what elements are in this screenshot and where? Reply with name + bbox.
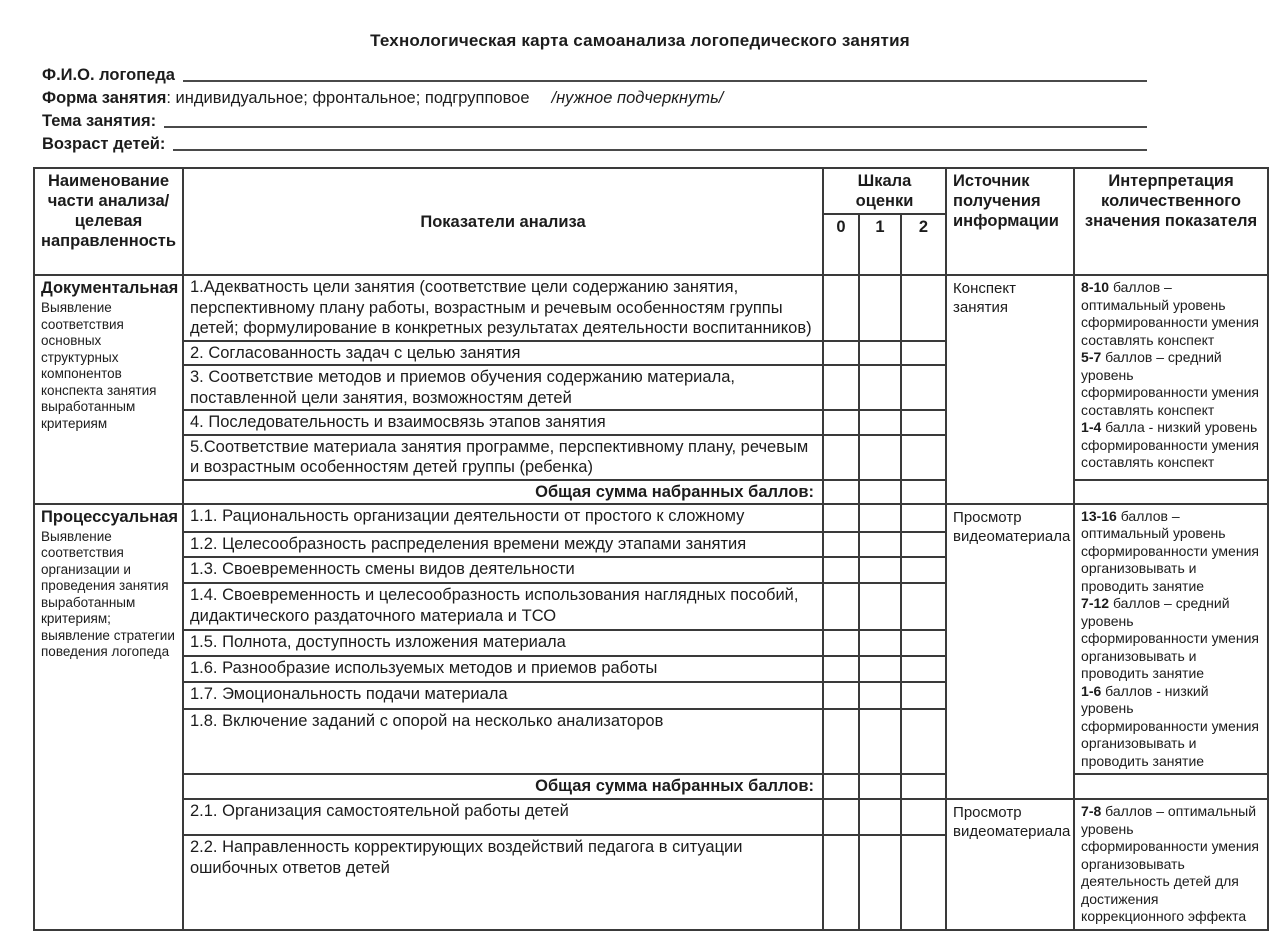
indicator-cell: 1.6. Разнообразие используемых методов и приемов работы: [183, 656, 823, 682]
score-cell: [901, 682, 946, 709]
indicator-cell: 3. Соответствие методов и приемов обучения содержанию материала, поставленной цели занятия, возможностям детей: [183, 365, 823, 410]
section-description: Выявление соответствия основных структурных компонентов конспекта занятия выработанным критериям: [41, 300, 157, 431]
indicator-cell: 1.7. Эмоциональность подачи материала: [183, 682, 823, 709]
topic-line: [42, 108, 1147, 131]
score-cell: [823, 682, 859, 709]
interpretation-text: балла - низкий уровень сформированности умения составлять конспект: [1081, 419, 1259, 470]
score-cell: [859, 410, 901, 435]
interpretation-level: [1081, 419, 1263, 472]
score-cell: [901, 557, 946, 583]
score-cell: [859, 341, 901, 366]
indicator-cell: 2.1. Организация самостоятельной работы детей: [183, 799, 823, 835]
score-cell: [823, 410, 859, 435]
form-label: Форма занятия: [42, 89, 167, 107]
interpretation-range: 1-6: [1081, 682, 1102, 699]
section-description: Выявление соответствия организации и проведения занятия выработанным критериям; выявление стратегии поведения логопеда: [41, 528, 175, 659]
score-cell: [859, 709, 901, 774]
indicator-cell: 1.5. Полнота, доступность изложения материала: [183, 630, 823, 656]
interpretation-range: 13-16: [1081, 507, 1117, 524]
interpretation-text: баллов – оптимальный уровень сформированности умения организовывать и проводить занятие: [1081, 507, 1259, 594]
interpretation-level: [1081, 279, 1263, 349]
indicator-cell: 4. Последовательность и взаимосвязь этапов занятия: [183, 410, 823, 435]
score-cell: [823, 435, 859, 480]
interpretation-empty-cell: [1074, 774, 1268, 799]
score-cell: [823, 341, 859, 366]
score-cell: [823, 365, 859, 410]
interpretation-level: [1081, 349, 1263, 419]
interpretation-empty-cell: [1074, 480, 1268, 504]
indicator-cell: 1.Адекватность цели занятия (соответствие цели содержанию занятия, перспективному плану работы, возрастным и речевым особенностям группы детей; формулирование в конкретных результатах деятельности воспитанников): [183, 275, 823, 341]
table-row: [34, 275, 1268, 341]
interpretation-level: [1081, 683, 1263, 771]
fio-blank-line: [183, 80, 1147, 82]
score-cell: [823, 774, 859, 799]
indicator-cell: 1.4. Своевременность и целесообразность использования наглядных пособий, дидактического раздаточного материала и ТСО: [183, 583, 823, 630]
analysis-table: [33, 167, 1269, 931]
sum-row: [34, 480, 1268, 504]
source-cell: Конспект занятия: [946, 275, 1074, 504]
score-cell: [901, 774, 946, 799]
score-cell: [823, 275, 859, 341]
indicator-cell: 5.Соответствие материала занятия программе, перспективному плану, речевым и возрастным особенностям детей группы (ребенка): [183, 435, 823, 480]
topic-blank-line: [164, 126, 1147, 128]
score-cell: [823, 709, 859, 774]
col-header-score-0: 0: [823, 214, 859, 275]
fio-label: Ф.И.О. логопеда: [42, 66, 175, 84]
score-cell: [859, 799, 901, 835]
form-options: : индивидуальное; фронтальное; подгрупповое: [166, 89, 530, 107]
age-line: [42, 131, 1147, 154]
analysis-table-wrapper: [33, 167, 1280, 931]
score-cell: [859, 630, 901, 656]
score-cell: [823, 532, 859, 558]
score-cell: [901, 532, 946, 558]
section-name-cell: [34, 504, 183, 930]
section-title: Процессуальная: [41, 507, 179, 526]
score-cell: [859, 532, 901, 558]
interpretation-cell: [1074, 275, 1268, 480]
form-note: /нужное подчеркнуть/: [551, 89, 724, 107]
score-cell: [901, 799, 946, 835]
score-cell: [823, 835, 859, 929]
score-cell: [859, 275, 901, 341]
score-cell: [859, 504, 901, 532]
interpretation-text: баллов – оптимальный уровень сформированности умения организовывать деятельность детей для достижения коррекционного эффекта: [1081, 803, 1259, 924]
section-name-cell: [34, 275, 183, 504]
score-cell: [901, 583, 946, 630]
score-cell: [901, 504, 946, 532]
interpretation-level: [1081, 803, 1263, 926]
score-cell: [823, 656, 859, 682]
indicator-cell: 1.8. Включение заданий с опорой на несколько анализаторов: [183, 709, 823, 774]
score-cell: [823, 480, 859, 504]
col-header-interpretation: Интерпретация количественного значения показателя: [1074, 168, 1268, 275]
interpretation-level: [1081, 595, 1263, 683]
score-cell: [859, 682, 901, 709]
fio-line: [42, 62, 1147, 85]
score-cell: [901, 709, 946, 774]
interpretation-range: 1-4: [1081, 419, 1102, 435]
section-title: Документальная: [41, 279, 179, 297]
col-header-source: Источник получения информации: [946, 168, 1074, 275]
score-cell: [859, 583, 901, 630]
score-cell: [823, 557, 859, 583]
indicator-cell: 1.3. Своевременность смены видов деятельности: [183, 557, 823, 583]
score-cell: [901, 341, 946, 366]
score-cell: [901, 630, 946, 656]
score-cell: [901, 275, 946, 341]
col-header-indicators: Показатели анализа: [183, 168, 823, 275]
age-label: Возраст детей:: [42, 135, 166, 153]
indicator-cell: 1.2. Целесообразность распределения времени между этапами занятия: [183, 532, 823, 558]
col-header-scale: Шкала оценки: [823, 168, 946, 214]
interpretation-cell: [1074, 799, 1268, 930]
interpretation-text: баллов – средний уровень сформированности умения составлять конспект: [1081, 349, 1259, 418]
score-cell: [859, 480, 901, 504]
source-cell: Просмотр видеоматериала: [946, 799, 1074, 930]
interpretation-text: баллов - низкий уровень сформированности умения организовывать и проводить занятие: [1081, 682, 1259, 769]
interpretation-range: 7-8: [1081, 803, 1102, 819]
form-line: [42, 85, 1147, 108]
indicator-cell: 2.2. Направленность корректирующих воздействий педагога в ситуации ошибочных ответов детей: [183, 835, 823, 929]
interpretation-level: [1081, 508, 1263, 596]
score-cell: [859, 835, 901, 929]
score-cell: [859, 656, 901, 682]
sum-row: [34, 774, 1268, 799]
score-cell: [901, 835, 946, 929]
score-cell: [901, 435, 946, 480]
score-cell: [859, 774, 901, 799]
score-cell: [901, 480, 946, 504]
score-cell: [859, 435, 901, 480]
score-cell: [901, 410, 946, 435]
indicator-cell: 2. Согласованность задач с целью занятия: [183, 341, 823, 366]
table-header-row: [34, 168, 1268, 214]
score-cell: [823, 799, 859, 835]
indicator-cell: 1.1. Рациональность организации деятельности от простого к сложному: [183, 504, 823, 532]
source-cell: Просмотр видеоматериала: [946, 504, 1074, 800]
score-cell: [823, 630, 859, 656]
document-header: [42, 62, 1147, 154]
score-cell: [859, 365, 901, 410]
page-title: Технологическая карта самоанализа логопедического занятия: [370, 31, 910, 50]
col-header-score-2: 2: [901, 214, 946, 275]
interpretation-range: 8-10: [1081, 279, 1110, 295]
sum-label-cell: Общая сумма набранных баллов:: [183, 774, 823, 799]
interpretation-range: 7-12: [1081, 595, 1110, 611]
topic-label: Тема занятия:: [42, 112, 157, 130]
interpretation-text: баллов – средний уровень сформированности умения организовывать и проводить занятие: [1081, 595, 1259, 681]
sum-label-cell: Общая сумма набранных баллов:: [183, 480, 823, 504]
col-header-score-1: 1: [859, 214, 901, 275]
score-cell: [823, 504, 859, 532]
interpretation-range: 5-7: [1081, 349, 1102, 365]
table-row: [34, 799, 1268, 835]
score-cell: [823, 583, 859, 630]
col-header-name: Наименование части анализа/целевая направленность: [34, 168, 183, 275]
score-cell: [859, 557, 901, 583]
interpretation-cell: [1074, 504, 1268, 775]
table-row: [34, 504, 1268, 532]
score-cell: [901, 656, 946, 682]
interpretation-text: баллов – оптимальный уровень сформированности умения составлять конспект: [1081, 279, 1259, 348]
score-cell: [901, 365, 946, 410]
age-blank-line: [173, 149, 1147, 151]
